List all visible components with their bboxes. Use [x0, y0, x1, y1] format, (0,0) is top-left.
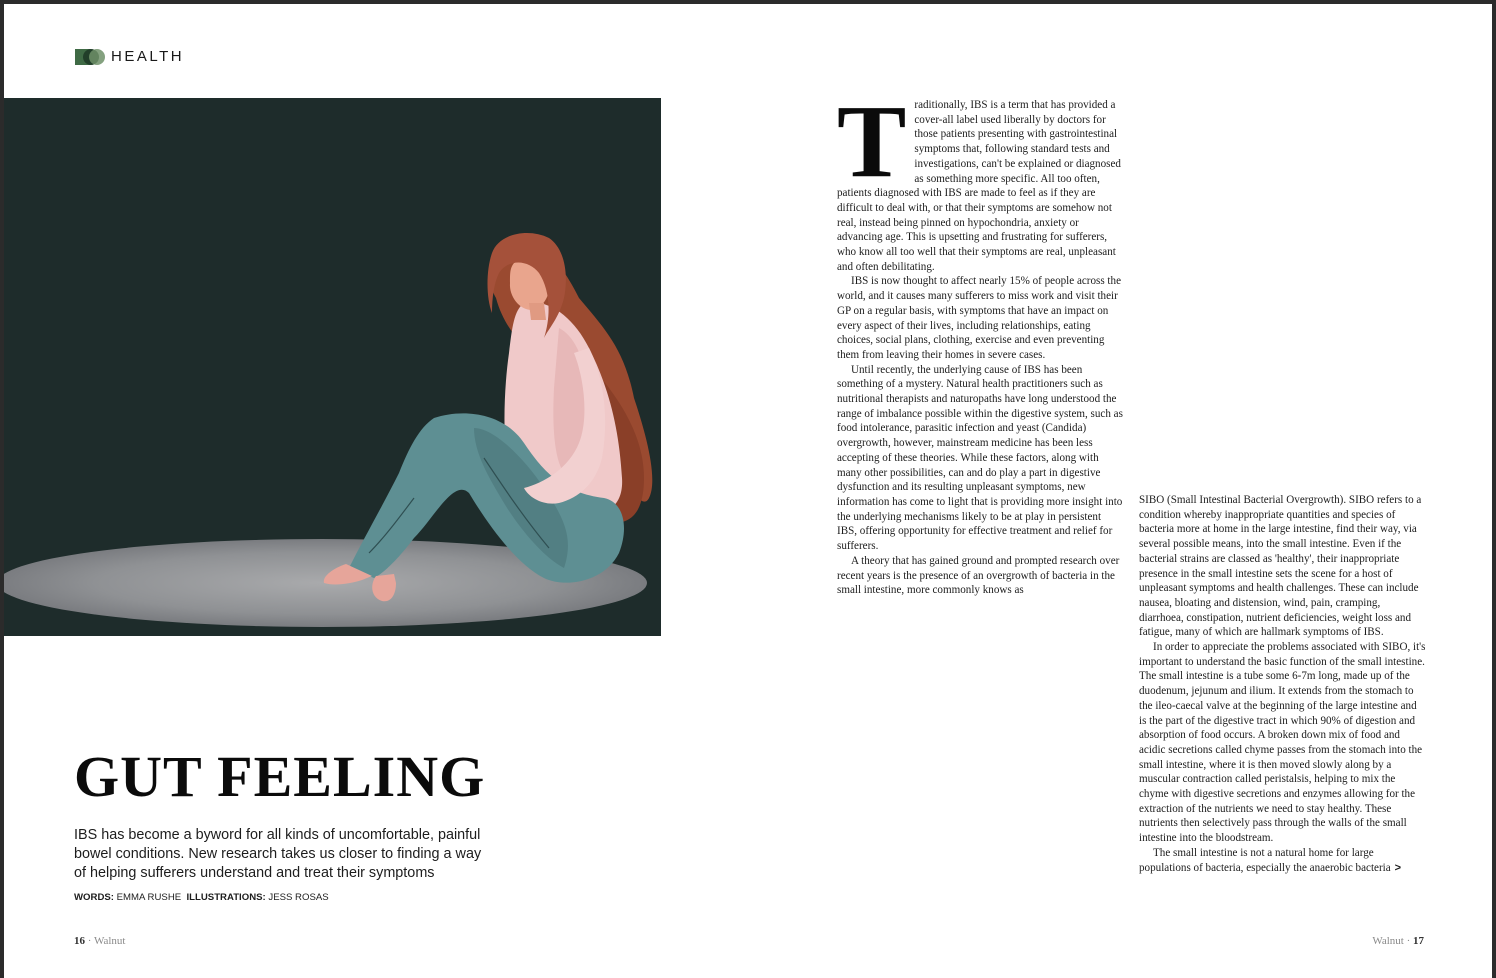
paragraph-5: SIBO (Small Intestinal Bacterial Overgrowth). SIBO refers to a condition whereby inappropriate quantities and species of bacteria more at home in the large intestine, find their way, via several possible means, into the small intestine. Even if the bacterial strains are classed as 'healthy', their inappropriate presence in the small intestine sets the scene for a host of unpleasant symptoms and health challenges. These can include nausea, bloating and distension, wind, pain, cramping, diarrhoea, constipation, nutrient deficiencies, weight loss and fatigue, many of which are hallmark symptoms of IBS.	[1139, 494, 1422, 639]
illustrator-name: JESS ROSAS	[268, 892, 329, 903]
byline	[74, 892, 329, 903]
section-tag	[75, 48, 184, 65]
publication-name: Walnut	[93, 935, 126, 947]
paragraph-7	[1139, 846, 1426, 875]
body-column-1	[837, 84, 1123, 598]
drop-cap: T	[837, 84, 907, 199]
folio-separator: ·	[1403, 935, 1413, 947]
section-label: HEALTH	[111, 48, 185, 65]
folio-separator: ·	[85, 935, 94, 947]
page-number-left	[74, 935, 125, 947]
continue-arrow-icon: >	[1394, 861, 1402, 874]
illustration-woman-sitting	[4, 98, 661, 636]
page-number: 17	[1413, 935, 1424, 947]
paragraph-1: raditionally, IBS is a term that has provided a cover-all label used liberally by doctors for those patients presenting with gastrointestinal symptoms that, following standard tests and investigations, can't be explained or diagnosed as something more specific. All too often, patients diagnosed with IBS are made to feel as if they are difficult to deal with, or that their symptoms are somehow not real, instead being pinned on hypochondria, anxiety or advancing age. This is upsetting and frustrating for sufferers, who know all too well that their symptoms are real, unpleasant and often debilitating.	[837, 99, 1121, 273]
page-number: 16	[74, 935, 85, 947]
headline: GUT FEELING	[74, 744, 486, 809]
body-column-2	[1139, 493, 1426, 875]
page-number-right	[1372, 935, 1424, 947]
paragraph-4: A theory that has gained ground and prompted research over recent years is the presence of an overgrowth of bacteria in the small intestine, more commonly knows as	[837, 554, 1120, 597]
illustration-artwork	[4, 98, 661, 636]
publication-name: Walnut	[1372, 935, 1404, 947]
paragraph-7-text: The small intestine is not a natural home for large populations of bacteria, especially the anaerobic bacteria	[1139, 846, 1391, 874]
magazine-spread	[4, 4, 1492, 978]
standfirst: IBS has become a byword for all kinds of uncomfortable, painful bowel conditions. New research takes us closer to finding a way of helping sufferers understand and treat their symptoms	[74, 827, 482, 881]
author-name: EMMA RUSHE	[116, 892, 182, 903]
words-label: WORDS:	[74, 892, 114, 903]
paragraph-3: Until recently, the underlying cause of IBS has been something of a mystery. Natural health practitioners such as nutritional therapists and naturopaths have long understood the range of imbalance possible within the digestive system, such as food intolerance, parasitic infection and yeast (Candida) overgrowth, however, mainstream medicine has been less accepting of these theories. While these factors, along with many other possibilities, can and do play a part in digestive dysfunction and its resulting unpleasant symptoms, new information has come to light that is providing more insight into the underlying mechanisms likely to be at play in persistent IBS, offering opportunity for effective treatment and relief for sufferers.	[837, 363, 1123, 553]
paragraph-6: In order to appreciate the problems associated with SIBO, it's important to understand the basic function of the small intestine. The small intestine is a tube some 6-7m long, made up of the duodenum, jejunum and ilium. It extends from the stomach to the ileo-caecal valve at the beginning of the large intestine and is the part of the digestive tract in which 90% of digestion and absorption of food occurs. A broken down mix of food and acidic secretions called chyme passes from the stomach into the small intestine, where it is then moved slowly along by a muscular contraction called peristalsis, helping to mix the chyme with digestive secretions and enzymes allowing for the extraction of the nutrients we need to stay healthy. These nutrients then selectively pass through the walls of the small intestine into the bloodstream.	[1139, 641, 1426, 845]
section-logo-icon	[75, 49, 105, 65]
paragraph-2: IBS is now thought to affect nearly 15% of people across the world, and it causes many sufferers to miss work and visit their GP on a regular basis, with symptoms that have an impact on every aspect of their lives, including relationships, eating choices, social plans, clothing, exercise and even preventing them from leaving their homes in severe cases.	[837, 275, 1121, 361]
illustrations-label: ILLUSTRATIONS:	[186, 892, 266, 903]
